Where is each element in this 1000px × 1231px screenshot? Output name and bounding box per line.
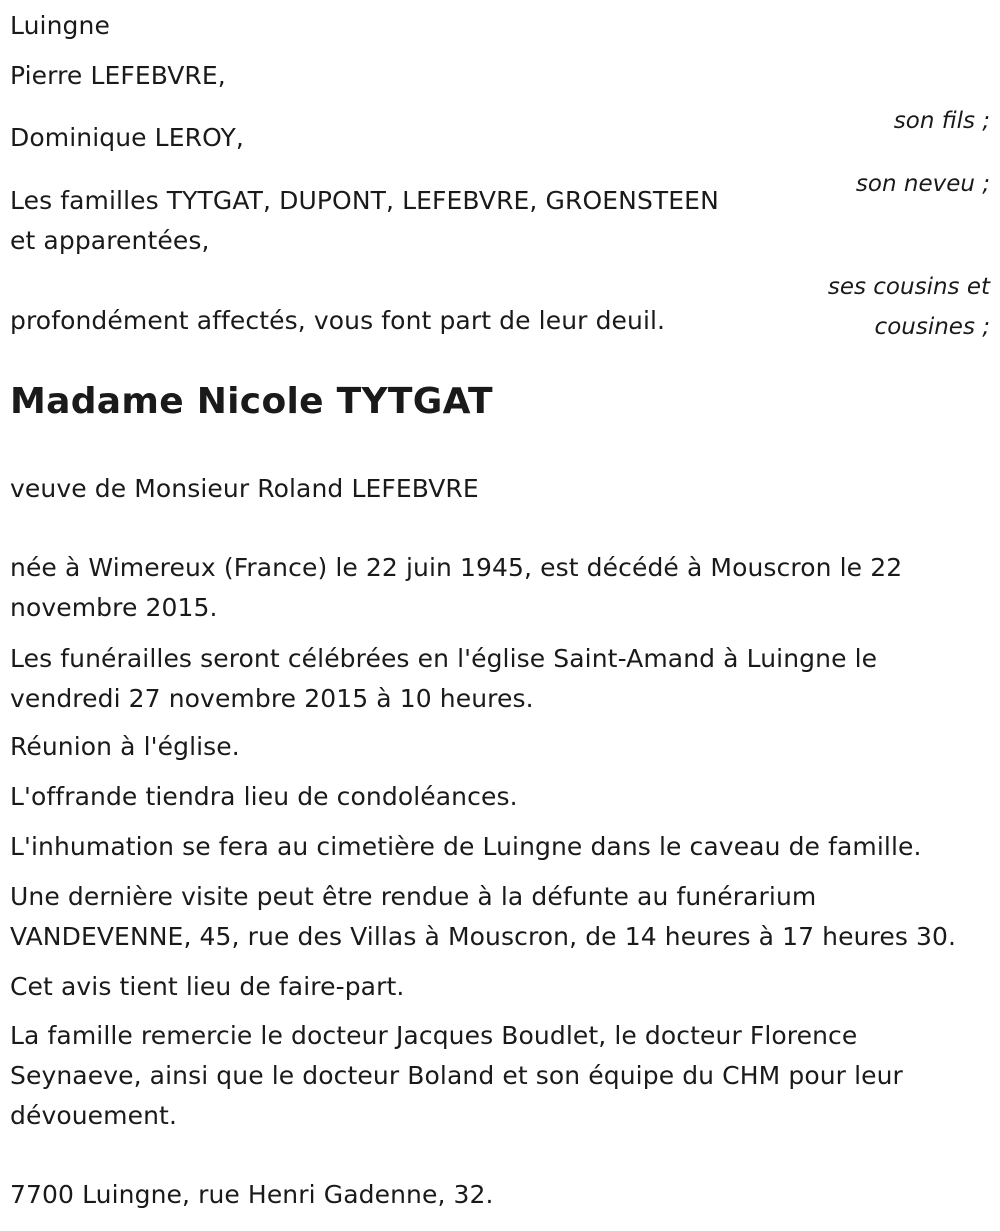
- mourner-relation-3-line-1: ses cousins et: [827, 274, 990, 300]
- announcement-text: profondément affectés, vous font part de leur deuil.: [10, 306, 666, 335]
- offering-paragraph: L'offrande tiendra lieu de condoléances.: [10, 782, 518, 811]
- meeting-paragraph: Réunion à l'église.: [10, 732, 240, 761]
- visit-paragraph: Une dernière visite peut être rendue à la défunte au funérarium VANDEVENNE, 45, rue des Villas à Mouscron, de 14 heures à 17 heures 30.: [10, 882, 957, 951]
- mourner-name-3-line-2: et apparentées,: [10, 226, 210, 255]
- notice-paragraph: Cet avis tient lieu de faire-part.: [10, 972, 405, 1001]
- deceased-spouse: veuve de Monsieur Roland LEFEBVRE: [10, 474, 479, 503]
- mourner-name-1: Pierre LEFEBVRE,: [10, 61, 226, 90]
- header-location: Luingne: [10, 11, 110, 40]
- mourner-relation-1: son fils ;: [893, 108, 990, 134]
- thanks-paragraph: La famille remercie le docteur Jacques Boudlet, le docteur Florence Seynaeve, ainsi que le docteur Boland et son équipe du CHM pour leur dévouement.: [10, 1021, 903, 1130]
- funeral-paragraph: Les funérailles seront célébrées en l'église Saint-Amand à Luingne le vendredi 27 novembre 2015 à 10 heures.: [10, 644, 878, 713]
- deceased-name: Madame Nicole TYTGAT: [10, 381, 493, 422]
- mourner-relation-2: son neveu ;: [855, 171, 990, 197]
- mourner-name-2: Dominique LEROY,: [10, 123, 244, 152]
- burial-paragraph: L'inhumation se fera au cimetière de Luingne dans le caveau de famille.: [10, 832, 922, 861]
- address-line: 7700 Luingne, rue Henri Gadenne, 32.: [10, 1180, 494, 1209]
- mourner-name-3-line-1: Les familles TYTGAT, DUPONT, LEFEBVRE, GROENSTEEN: [10, 186, 719, 215]
- birth-death-paragraph: née à Wimereux (France) le 22 juin 1945, est décédé à Mouscron le 22 novembre 2015.: [10, 553, 903, 622]
- mourner-relation-3-line-2: cousines ;: [874, 314, 990, 340]
